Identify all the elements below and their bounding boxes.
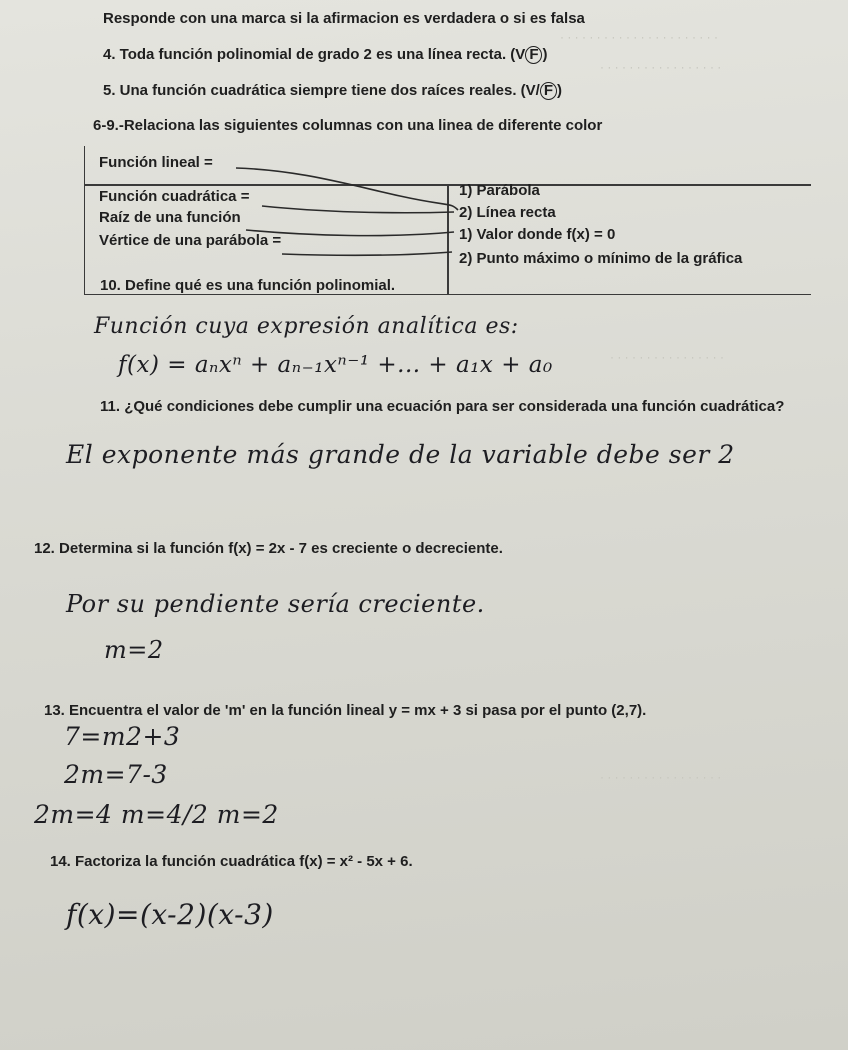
instruction-heading: Responde con una marca si la afirmacion es verdadera o si es falsa xyxy=(103,10,585,27)
answer-13-line-1: 7=m2+3 xyxy=(64,722,181,751)
question-6-9: 6-9.-Relaciona las siguientes columnas con una linea de diferente color xyxy=(93,117,603,134)
right-item-4: 2) Punto máximo o mínimo de la gráfica xyxy=(459,250,743,267)
bleed-through-text: · · · · · · · · · · · · · · · · · xyxy=(600,770,722,784)
answer-11: El exponente más grande de la variable debe ser 2 xyxy=(66,440,735,469)
left-item-2: Función cuadrática = xyxy=(99,188,250,205)
left-item-3: Raíz de una función xyxy=(99,209,241,226)
answer-5-circled: F xyxy=(540,82,557,100)
bleed-through-text: · · · · · · · · · · · · · · · · · · · · · · xyxy=(560,30,718,44)
question-4-text: 4. Toda función polinomial de grado 2 es una línea recta. (V xyxy=(103,46,526,63)
answer-13-line-2: 2m=7-3 xyxy=(64,760,168,789)
answer-13-line-3: 2m=4 m=4/2 m=2 xyxy=(34,800,279,829)
question-14: 14. Factoriza la función cuadrática f(x) = x² - 5x + 6. xyxy=(50,853,413,870)
question-5-text: 5. Una función cuadrática siempre tiene dos raíces reales. (V/ xyxy=(103,82,540,99)
question-11: 11. ¿Qué condiciones debe cumplir una ecuación para ser considerada una función cuadrática? xyxy=(100,398,785,415)
answer-12-line-1: Por su pendiente sería creciente. xyxy=(66,590,485,618)
right-item-2: 2) Línea recta xyxy=(459,204,556,221)
question-4-close: ) xyxy=(542,46,548,63)
left-item-1: Función lineal = xyxy=(99,154,213,171)
bleed-through-text: · · · · · · · · · · · · · · · · xyxy=(610,350,724,364)
right-item-1: 1) Parábola xyxy=(459,182,540,199)
answer-10-formula: f(x) = aₙxⁿ + aₙ₋₁xⁿ⁻¹ +... + a₁x + a₀ xyxy=(118,352,553,378)
left-item-4: Vértice de una parábola = xyxy=(99,232,282,249)
question-10: 10. Define qué es una función polinomial. xyxy=(100,277,396,294)
answer-10-line-1: Función cuya expresión analítica es: xyxy=(94,314,519,339)
match-line-4 xyxy=(282,252,452,255)
match-line-1 xyxy=(236,168,458,210)
answer-4-circled: F xyxy=(525,46,542,64)
answer-12-slope: m=2 xyxy=(104,636,164,664)
match-line-2 xyxy=(262,206,454,213)
match-line-3 xyxy=(246,230,454,236)
question-5-close: ) xyxy=(557,82,563,99)
question-12: 12. Determina si la función f(x) = 2x - 7 es creciente o decreciente. xyxy=(34,540,503,557)
bleed-through-text: · · · · · · · · · · · · · · · · · xyxy=(600,60,722,74)
right-item-3: 1) Valor donde f(x) = 0 xyxy=(459,226,616,243)
question-13: 13. Encuentra el valor de 'm' en la función lineal y = mx + 3 si pasa por el punto (2,7). xyxy=(44,702,647,719)
answer-14: f(x)=(x-2)(x-3) xyxy=(66,898,274,931)
